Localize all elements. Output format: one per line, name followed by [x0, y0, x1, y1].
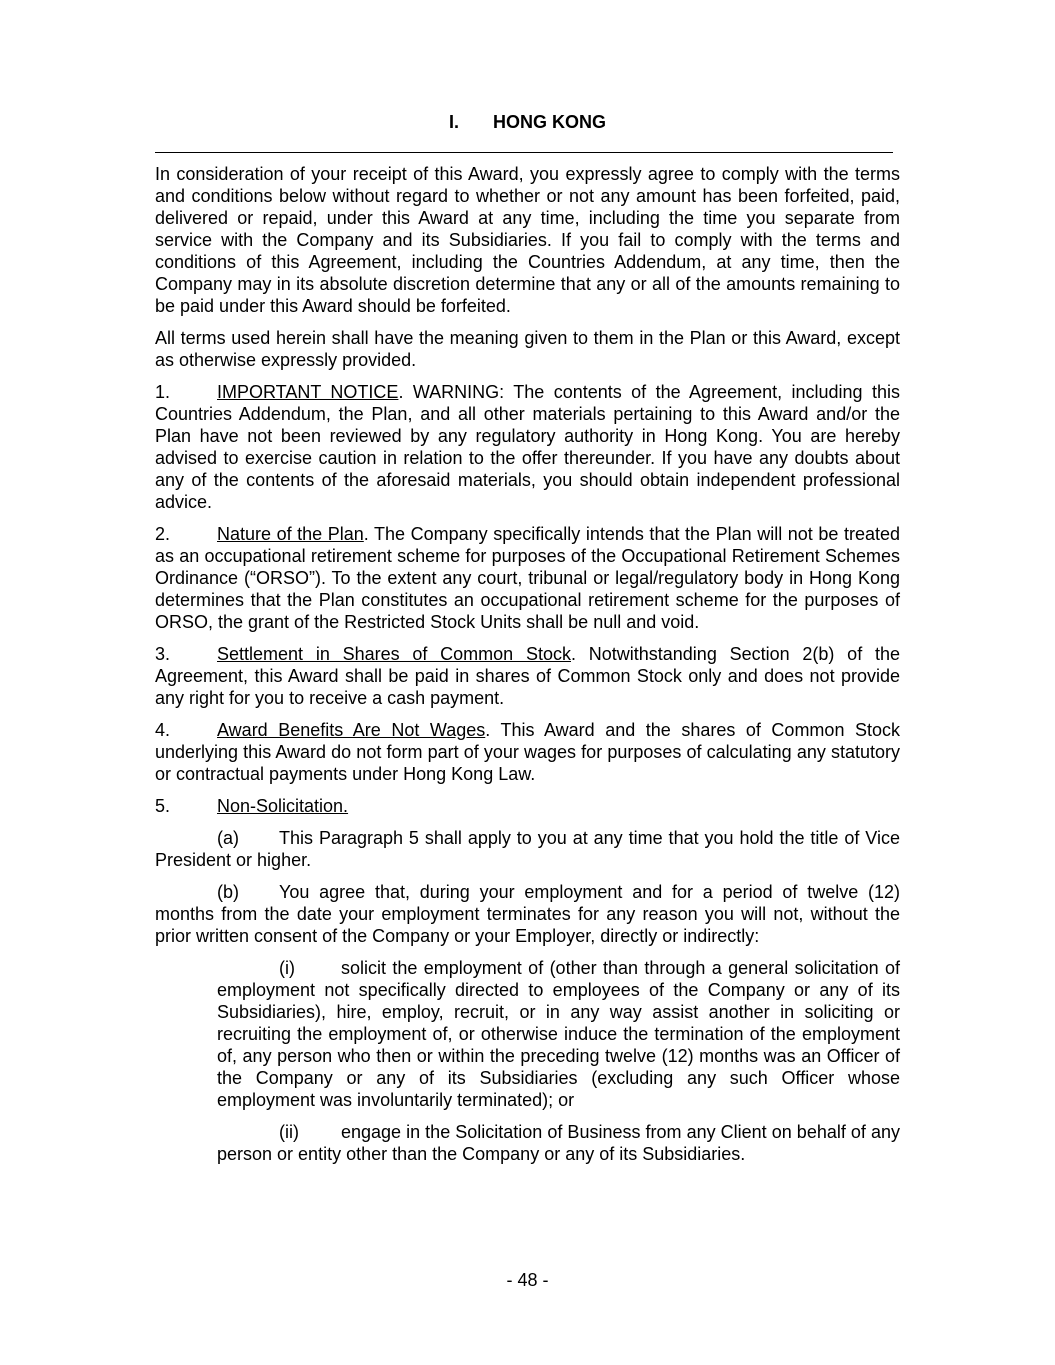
heading-title: HONG KONG — [493, 112, 607, 132]
section-3 — [155, 643, 900, 709]
intro-paragraph-2: All terms used herein shall have the meaning given to them in the Plan or this Award, except as otherwise expressly provided. — [155, 328, 900, 370]
clause-text: You agree that, during your employment and for a period of twelve (12) months from the date your employment terminates for any reason you will not, without the prior written consent of the Company or your Employer, directly or indirectly: — [155, 882, 900, 946]
heading-number: I. — [448, 112, 459, 132]
clause-label: (ii) — [279, 1122, 299, 1142]
section-body: . The Company specifically intends that the Plan will not be treated as an occupational retirement scheme for purposes of the Occupational Retirement Schemes Ordinance (“ORSO”). To the extent any court, tribunal or legal/regulatory body in Hong Kong determines that the Plan constitutes an occupational retirement scheme for the purposes of ORSO, the grant of the Restricted Stock Units shall be null and void. — [155, 524, 900, 632]
section-body: . Notwithstanding Section 2(b) of the Agreement, this Award shall be paid in shares of Common Stock only and does not provide any right for you to receive a cash payment. — [155, 644, 900, 708]
section-number: 4. — [155, 720, 171, 740]
section-heading — [155, 110, 900, 134]
section-number: 5. — [155, 796, 171, 816]
clause-5b-ii — [217, 1121, 900, 1165]
section-body: . WARNING: The contents of the Agreement, including this Countries Addendum, the Plan, and all other materials pertaining to this Award and/or the Plan have not been reviewed by any regulatory authority in Hong Kong. You are hereby advised to exercise caution in relation to the offer thereunder. If you have any doubts about any of the contents of the aforesaid materials, you should obtain independent professional advice. — [155, 382, 900, 512]
section-1 — [155, 381, 900, 513]
clause-label: (b) — [217, 882, 239, 902]
document-page — [155, 110, 900, 1175]
section-4 — [155, 719, 900, 785]
clause-5b — [155, 881, 900, 947]
section-number: 2. — [155, 524, 171, 544]
section-2 — [155, 523, 900, 633]
section-5 — [155, 795, 900, 817]
section-title: Award Benefits Are Not Wages — [217, 720, 486, 740]
clause-5a — [155, 827, 900, 871]
clause-label: (a) — [217, 828, 239, 848]
section-number: 3. — [155, 644, 171, 664]
section-number: 1. — [155, 382, 171, 402]
clause-5b-i — [217, 957, 900, 1111]
section-title: Non-Solicitation. — [217, 796, 349, 816]
clause-text: This Paragraph 5 shall apply to you at any time that you hold the title of Vice President or higher. — [155, 828, 900, 870]
intro-paragraph-1: In consideration of your receipt of this Award, you expressly agree to comply with the terms and conditions below without regard to whether or not any amount has been forfeited, paid, delivered or repaid, under this Award at any time, including the time you separate from service with the Company and its Subsidiaries. If you fail to comply with the terms and conditions of this Agreement, including the Countries Addendum, at any time, then the Company may in its absolute discretion determine that any or all of the amounts remaining to be paid under this Award should be forfeited. — [155, 164, 900, 316]
clause-text: solicit the employment of (other than through a general solicitation of employment not specifically directed to employees of the Company or any of its Subsidiaries), hire, employ, recruit, or in any way assist another in soliciting or recruiting the employment of, or otherwise induce the termination of the employment of, any person who then or within the preceding twelve (12) months was an Officer of the Company or any of its Subsidiaries (excluding any such Officer whose employment was involuntarily terminated); or — [217, 958, 900, 1110]
heading-rule — [155, 152, 893, 153]
clause-text: engage in the Solicitation of Business from any Client on behalf of any person or entity other than the Company or any of its Subsidiaries. — [217, 1122, 900, 1164]
page-number: - 48 - — [506, 1270, 549, 1290]
section-title: Settlement in Shares of Common Stock — [217, 644, 571, 664]
section-title: IMPORTANT NOTICE — [217, 382, 399, 402]
clause-label: (i) — [279, 958, 295, 978]
section-body: . This Award and the shares of Common Stock underlying this Award do not form part of your wages for purposes of calculating any statutory or contractual payments under Hong Kong Law. — [155, 720, 900, 784]
section-title: Nature of the Plan — [217, 524, 364, 544]
